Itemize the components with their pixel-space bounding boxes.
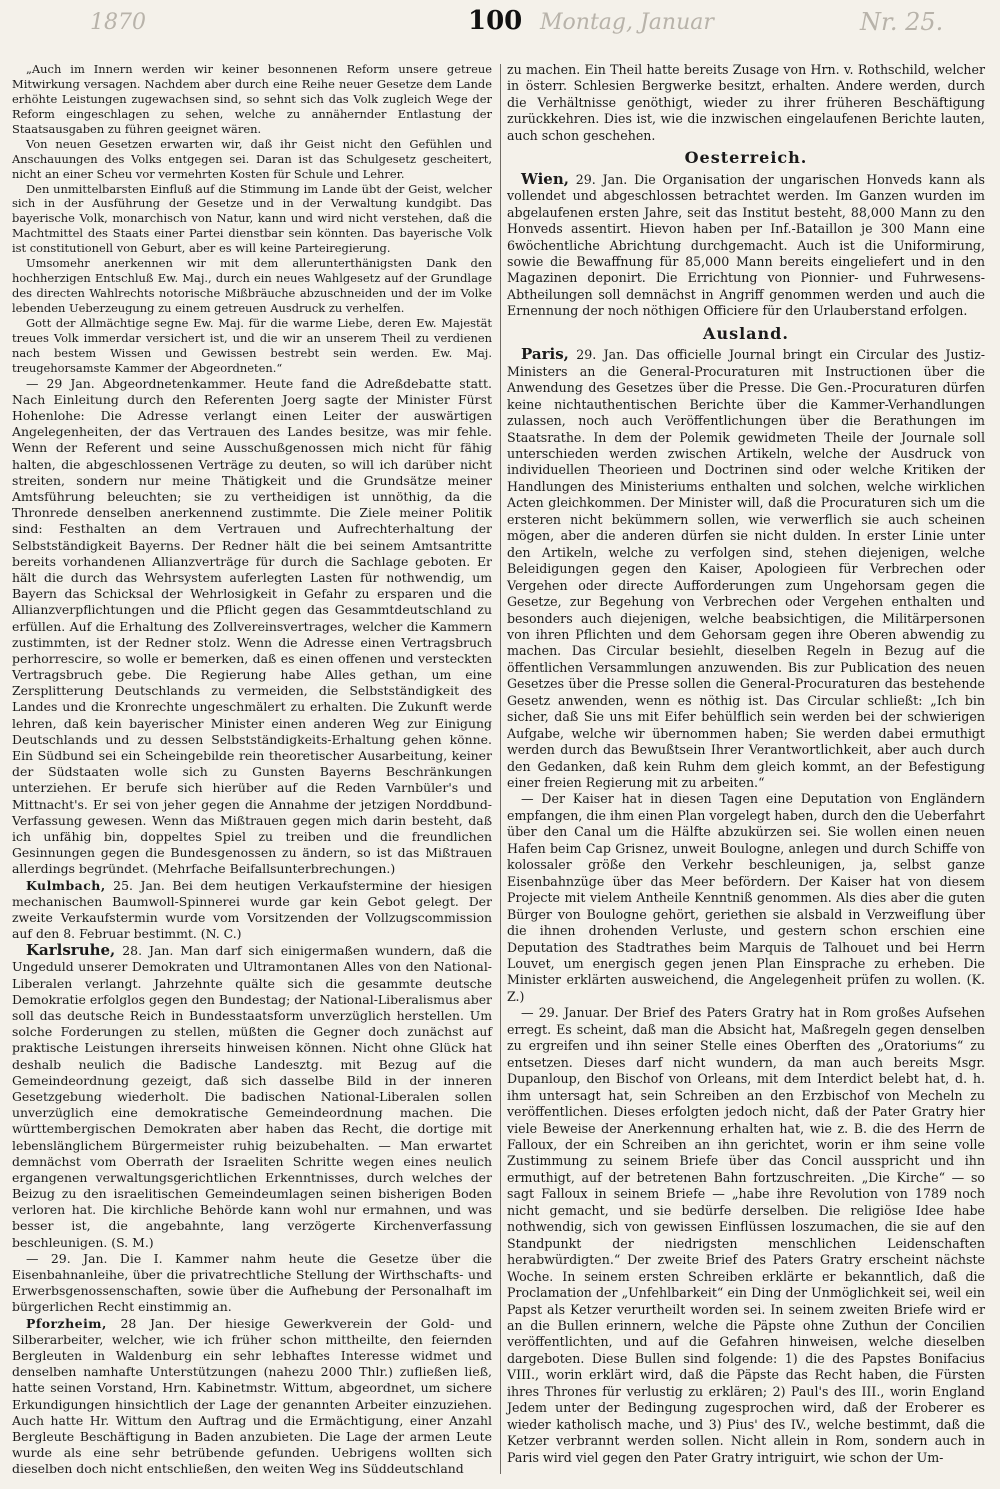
article-karlsruhe	[12, 942, 492, 1251]
article-paragraph: — 29. Jan. Die I. Kammer nahm heute die Gesetze über die Eisenbahnanleihe, über die privatrechtliche Stellung der Wirthschafts- und Erwerbsgenossenschaften, sowie über die Aufhebung der Personalhaft im bürgerlichen Recht einstimmig an.	[12, 1250, 492, 1315]
masthead-date-faded: Montag, Januar	[540, 10, 714, 35]
section-heading-ausland: Ausland.	[703, 323, 789, 343]
left-column	[12, 62, 492, 1477]
masthead	[0, 0, 1000, 40]
article-paris	[507, 346, 985, 791]
article-text: 28. Jan. Man darf sich einigermaßen wundern, daß die Ungeduld unserer Demokraten und Ultramontanen Alles von den National-Liberalen verlangt. Jahrzehnte quälte sich die gesammte deutsche Demokratie erfolglos gegen den Bundestag; der National-Liberalismus aber soll das deutsche Reich in Bundesstaatsform unverzüglich herstellen. Um solche Forderungen zu stellen, müßten die Gegner doch zunächst auf praktische Leistungen ihrerseits hinweisen können. Nicht ohne Glück hat deshalb neulich die Badische Landesztg. mit Bezug auf die Gemeindeordnung gezeigt, daß sich dasselbe Bild in der inneren Gesetzgebung wiederholt. Die badischen National-Liberalen sollen unverzüglich eine demokratische Gemeindeordnung machen. Die württembergischen Demokraten aber haben das Recht, die dortige mit lebenslänglichem Bürgermeister ruhig beizubehalten. — Man erwartet demnächst vom Oberrath der Israeliten Schritte wegen eines neulich ergangenen verwaltungsgerichtlichen Erkenntnisses, durch welches der Beizug zu den israelitischen Gemeindeumlagen seinen bisherigen Boden verloren hat. Die kirchliche Behörde kann wohl nur ermahnen, und was besser ist, die angebahnte, lang verzögerte Kirchenverfassung beschleunigen. (S. M.)	[12, 943, 492, 1250]
address-paragraph: Umsomehr anerkennen wir mit dem allerunterthänigsten Dank den hochherzigen Entschluß Ew. Maj., durch ein neues Wahlgesetz auf der Grundlage des directen Wahlrechts notorische Mißbräuche abzuschneiden und der im Volke lebenden Ueberzeugung zu einem getreuen Ausdruck zu verhelfen.	[12, 256, 492, 315]
column-divider	[500, 64, 501, 1474]
section-heading-oesterreich: Oesterreich.	[684, 148, 808, 168]
article-text: 29. Jan. Das officielle Journal bringt ein Circular des Justiz-Ministers an die General-Procuraturen mit Instructionen über die Anwendung des Gesetzes über die Presse. Die Gen.-Procuraturen dürfen keine nichtauthentischen Berichte über die Kammer-Verhandlungen zulassen, noch auch Veröffentlichungen über die Berathungen im Staatsrathe. In dem der Polemik gewidmeten Theile der Journale soll unterschieden werden zwischen Artikeln, welche der Ausdruck von individuellen Theorieen und Doctrinen sind oder welche Kritiken der Handlungen des Ministeriums enthalten und solchen, welche wirklichen Acten gleichkommen. Der Minister will, daß die Procuraturen sich um die ersteren nicht bekümmern sollen, wie verwerflich sie auch scheinen mögen, aber die anderen dürfen sie nicht dulden. In erster Linie unter den Artikeln, welche zu verfolgen sind, stehen diejenigen, welche Beleidigungen gegen den Kaiser, Apologieen für Verbrechen oder Vergehen oder directe Aufforderungen zum Ungehorsam gegen die Gesetze, zur Begehung von Verbrechen oder Vergehen enthalten und besonders auch diejenigen, welche beabsichtigen, die Militärpersonen von ihren Pflichten und dem Gehorsam gegen ihre Oberen abwendig zu machen. Das Circular besiehlt, dieselben Regeln in Bezug auf die öffentlichen Versammlungen anzuwenden. Bis zur Publication des neuen Gesetzes über die Presse sollen die General-Procuraturen das bestehende Gesetz anwenden, wenn es nöthig ist. Das Circular schließt: „Ich bin sicher, daß Sie uns mit Eifer behülflich sein werden bei der schwierigen Aufgabe, welche wir übernommen haben; Sie werden dabei ermuthigt werden durch das Bewußtsein Ihrer Verantwortlichkeit, aber auch durch den Gedanken, daß kein Ruhm dem gleich kommt, an der Befestigung einer freien Regierung mit zu arbeiten.“	[507, 347, 985, 791]
address-paragraph: Den unmittelbarsten Einfluß auf die Stimmung im Lande übt der Geist, welcher sich in der Ausführung der Gesetze und in der Verwaltung kundgibt. Das bayerische Volk, monarchisch von Natur, kann und wird nicht verstehen, daß die Machtmittel des Staats einer Partei dienstbar sein könnten. Das bayerische Volk ist constitutionell von Geburt, aber es will keine Parteiregierung.	[12, 181, 492, 256]
address-paragraph: „Auch im Innern werden wir keiner besonnenen Reform unsere getreue Mitwirkung versagen. Nachdem aber durch eine Reihe neuer Gesetze dem Lande erhöhte Leistungen zugewachsen sind, so sehnt sich das Volk zugleich Wege der Reform eingeschlagen zu sehen, welche zu annähernder Entlastung der Staatsausgaben zu führen geeignet wären.	[12, 62, 492, 136]
address-paragraph: Gott der Allmächtige segne Ew. Maj. für die warme Liebe, deren Ew. Majestät treues Volk immerdar versichert ist, und die wir an unserem Theil zu verdienen nach bestem Wissen und Gewissen bestrebt sein werden. Ew. Maj. treugehorsamste Kammer der Abgeordneten.“	[12, 315, 492, 375]
dateline-place: Kulmbach,	[26, 877, 106, 893]
masthead-issue-faded: Nr. 25.	[860, 8, 944, 36]
article-text: 25. Jan. Bei dem heutigen Verkaufstermine der hiesigen mechanischen Baumwoll-Spinnerei wurde gar kein Gebot gelegt. Der zweite Verkaufstermin wurde vom Vorsitzenden der Vollzugscommission auf den 8. Februar bestimmt. (N. C.)	[12, 877, 492, 942]
right-column	[507, 62, 985, 1466]
article-paragraph: — 29 Jan. Abgeordnetenkammer. Heute fand die Adreßdebatte statt. Nach Einleitung durch den Referenten Joerg sagte der Minister Fürst Hohenlohe: Die Adresse verlangt einen Leiter der auswärtigen Angelegenheiten, der das Vertrauen des Landes besitze, was mir fehle. Wenn der Referent und seine Ausschußgenossen mich nicht für fähig halten, die abgeschlossenen Verträge zu deuten, so will ich darüber nicht streiten, sondern nur meine Thätigkeit und die Grundsätze meiner Amtsführung beleuchten; sie zu vertheidigen ist unnöthig, da die Thronrede denselben anerkennend zustimmte. Die Ziele meiner Politik sind: Festhalten an dem Vertrauen und Aufrechterhaltung der Selbstständigkeit Bayerns. Der Redner hält die bei seinem Amtsantritte bereits vorhandenen Allianzverträge für durch die Sachlage geboten. Er hält die durch das Wehrsystem auferlegten Lasten für nothwendig, um Bayern das Schicksal der Wehrlosigkeit in Gefahr zu ersparen und die Allianzverpflichtungen und die Pflicht gegen das Gesammtdeutschland zu erfüllen. Auf die Erhaltung des Zollvereinsvertrages, welcher die Kammern zustimmten, ist der Redner stolz. Wenn die Adresse einen Vertragsbruch perhorrescire, so wolle er bemerken, daß es einen offenen und versteckten Vertragsbruch gebe. Die Regierung habe Alles gethan, um eine Zersplitterung Deutschlands zu vermeiden, die Selbstständigkeit des Landes und die Kronrechte ungeschmälert zu erhalten. Die Zukunft werde lehren, daß kein bayerischer Minister einen anderen Weg zur Einigung Deutschlands und zu dessen Selbstständigkeits-Erhaltung gehen könne. Ein Südbund sei ein Scheingebilde rein theoretischer Ausarbeitung, keiner der Südstaaten wolle sich zu Gunsten Bayerns Beschränkungen unterziehen. Er berufe sich hierüber auf die Reden Varnbüler's und Mittnacht's. Er sei von jeher gegen die Annahme der jetzigen Norddbund-Verfassung gewesen. Wenn das Mißtrauen gegen mich darin besteht, daß ich unfähig bin, doppeltes Spiel zu treiben und die freundlichen Gesinnungen gegen die Bundesgenossen zu ändern, so ist das Mißtrauen allerdings begründet. (Mehrfache Beifallsunterbrechungen.)	[12, 375, 492, 877]
dateline-place: Wien,	[521, 169, 569, 188]
article-kulmbach	[12, 878, 492, 943]
dateline-place: Pforzheim,	[26, 1315, 107, 1331]
dateline-place: Paris,	[521, 345, 569, 364]
page-number: 100	[468, 6, 523, 36]
article-continuation: zu machen. Ein Theil hatte bereits Zusage von Hrn. v. Rothschild, welcher in österr. Schlesien Bergwerke besitzt, erhalten. Andere werden, durch die Verhältnisse genöthigt, wieder zu ihrer früheren Beschäftigung zurückkehren. Dies ist, wie die inzwischen eingelaufenen Berichte lauten, auch schon geschehen.	[507, 62, 985, 143]
article-text: 29. Jan. Die Organisation der ungarischen Honveds kann als vollendet und abgeschlossen betrachtet werden. Im Ganzen wurden im abgelaufenen ersten Jahre, seit das Institut besteht, 88,000 Mann zu den Honveds assentirt. Hievon haben per Inf.-Bataillon je 300 Mann eine 6wöchentliche Abrichtung durchgemacht. Auch ist die Uniformirung, sowie die Bewaffnung für 85,000 Mann bereits eingeliefert und in den Magazinen deponirt. Die Errichtung von Pionnier- und Fuhrwesens-Abtheilungen soll demnächst in Angriff genommen werden und auch die Ernennung der noch nöthigen Officiere für den Urlauberstand erfolgen.	[507, 171, 985, 319]
dateline-place: Karlsruhe,	[26, 941, 116, 960]
article-text: 28 Jan. Der hiesige Gewerkverein der Gold- und Silberarbeiter, welcher, wie ich früher schon mittheilte, den feiernden Bergleuten in Waldenburg ein sehr lebhaftes Interesse widmet und denselben namhafte Unterstützungen (nahezu 2000 Thlr.) zufließen ließ, hatte seinen Vorstand, Hrn. Kabinetmstr. Wittum, abgeordnet, um sichere Erkundigungen hinsichtlich der Lage der genannten Arbeiter einzuziehen. Auch hatte Hr. Wittum den Auftrag und die Ermächtigung, einer Anzahl Bergleute Beschäftigung in Baden anzubieten. Die Lage der armen Leute wurde als eine sehr betrübende gefunden. Uebrigens wollten sich dieselben doch nicht entschließen, den weiten Weg ins Süddeutschland	[12, 1315, 492, 1477]
article-paragraph: — Der Kaiser hat in diesen Tagen eine Deputation von Engländern empfangen, die ihm einen Plan vorgelegt haben, durch den die Ueberfahrt über den Canal um die Hälfte abzukürzen sei. Sie wollen einen neuen Hafen beim Cap Grisnez, unweit Boulogne, anlegen und durch Schiffe von kolossaler größe den Verkehr beschleunigen, ja, selbst ganze Eisenbahnzüge über das Meer befördern. Der Kaiser hat von diesem Projecte mit vielem Antheile Kenntniß genommen. Als dies aber die guten Bürger von Boulogne gehört, geriethen sie alsbald in Verzweiflung über die ihnen drohenden Verluste, und gestern schon erschien eine Deputation des Stadtrathes beim Marquis de Talhouet und bei Herrn Louvet, um energisch gegen jenen Plan Einsprache zu erheben. Die Minister erklärten ausweichend, die Angelegenheit prüfen zu wollen. (K. Z.)	[507, 791, 985, 1004]
article-paragraph: — 29. Januar. Der Brief des Paters Gratry hat in Rom großes Aufsehen erregt. Es scheint, daß man die Absicht hat, Maßregeln gegen denselben zu ergreifen und ihn seiner Stelle eines Oberften des „Oratoriums“ zu entsetzen. Dieses darf nicht wundern, da man auch bereits Msgr. Dupanloup, den Bischof von Orleans, mit dem Interdict belebt hat, d. h. ihm untersagt hat, sein Schreiben an den Erzbischof von Mecheln zu veröffentlichen. Dieses erfolgten jedoch nicht, daß der Pater Gratry hier viele Beweise der Anerkennung erhalten hat, wie z. B. die des Herrn de Falloux, der ein Schreiben an ihn gerichtet, worin er ihm seine volle Zustimmung zu seinem Briefe über das Concil ausspricht und ihn ermuthigt, auf der betretenen Bahn fortzuschreiten. „Die Kirche“ — so sagt Falloux in seinem Briefe — „habe ihre Revolution von 1789 noch nicht gemacht, und sie bedürfe derselben. Die religiöse Idee habe nothwendig, sich von gewissen Einflüssen loszumachen, die sie auf den Standpunkt der niedrigsten menschlichen Leidenschaften herabwürdigten.“ Der zweite Brief des Paters Gratry erscheint nächste Woche. In seinem ersten Schreiben erklärte er bekanntlich, daß die Proclamation der „Unfehlbarkeit“ ein Ding der Unmöglichkeit sei, weil ein Papst als Ketzer verurtheilt worden sei. In seinem zweiten Briefe wird er an die Bullen erinnern, welche die Päpste ohne Zuthun der Concilien veröffentlichten, und auf die Gefahren hinweisen, welche dieselben dargeboten. Diese Bullen sind folgende: 1) die des Papstes Bonifacius VIII., worin erklärt wird, daß die Päpste das Recht haben, die Fürsten ihres Thrones für verlustig zu erklären; 2) Paul's des III., worin England Jedem unter der Bedingung zugesprochen wird, daß der Eroberer es wieder katholisch mache, und 3) Pius' des IV., welche bestimmt, daß die Ketzer verbrannt werden sollen. Nicht allein in Rom, sondern auch in Paris wird viel gegen den Pater Gratry intriguirt, wie schon der Um-	[507, 1005, 985, 1465]
article-pforzheim	[12, 1316, 492, 1478]
article-wien	[507, 171, 985, 320]
address-paragraph: Von neuen Gesetzen erwarten wir, daß ihr Geist nicht den Gefühlen und Anschauungen des Volks entgegen sei. Daran ist das Schulgesetz gescheitert, nicht an einer Scheu vor vermehrten Kosten für Schule und Lehrer.	[12, 136, 492, 181]
masthead-year-faded: 1870	[90, 10, 146, 35]
